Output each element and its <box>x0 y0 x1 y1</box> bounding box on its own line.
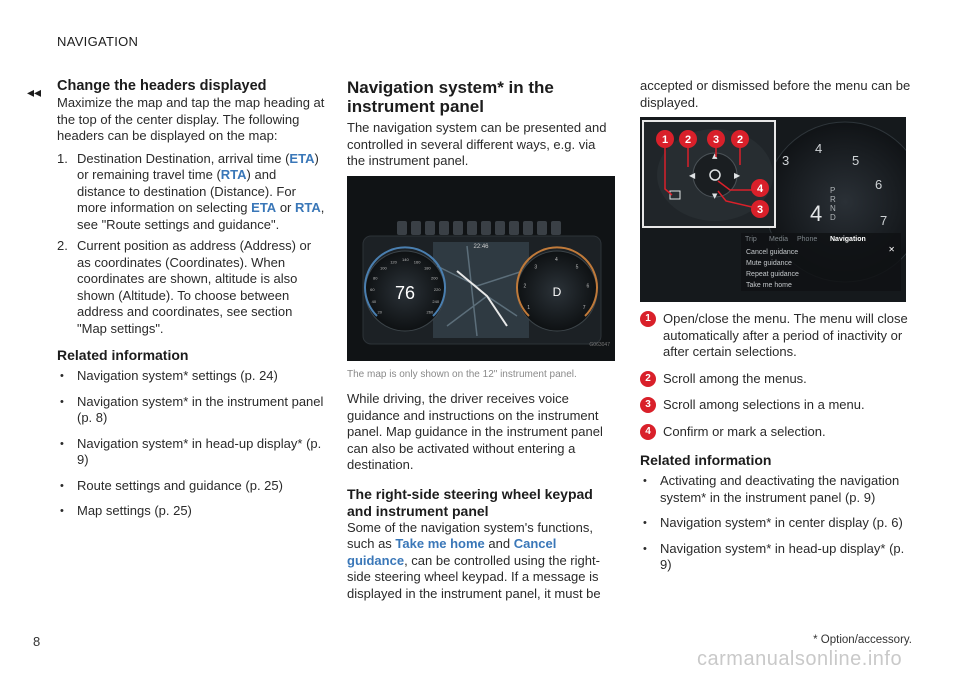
speed-tick-label: 260 <box>426 309 434 315</box>
related-link[interactable]: • Map settings (p. 25) <box>57 503 325 520</box>
steering-keypad-photo <box>640 117 906 302</box>
speed-tick-label: 160 <box>413 258 421 264</box>
column-1 <box>57 78 325 529</box>
clock-readout: 22:46 <box>473 243 489 250</box>
speed-tick-label: 100 <box>380 265 387 271</box>
callout-badge: 4 <box>640 424 656 440</box>
subheading: The right-side steering wheel keypad and instrument panel <box>347 485 593 519</box>
image-caption: The map is only shown on the 12" instrument panel. <box>347 368 577 380</box>
rpm-tick-label: 3 <box>534 264 538 270</box>
callout-badge: 2 <box>640 371 656 387</box>
speed-tick-label: 200 <box>431 275 438 280</box>
rpm-tick-label: 3 <box>782 153 790 168</box>
rpm-tick-label: 7 <box>582 304 586 311</box>
callout-list <box>640 311 912 440</box>
section-title: Navigation system* in the instrument panel <box>347 78 554 116</box>
callout-item: 2 Scroll among the menus. <box>640 371 912 388</box>
related-title: Related information <box>640 452 772 468</box>
callout-marker-label: 1 <box>661 134 669 146</box>
related-list <box>640 473 912 574</box>
related-link[interactable]: • Navigation system* in center display (p. 6) <box>640 515 912 532</box>
gear-letter: N <box>830 204 836 213</box>
callout-badge: 1 <box>640 311 656 327</box>
intro-paragraph: Maximize the map and tap the map heading at the top of the center display. The following headers can be displayed on the map: <box>57 95 325 143</box>
svg-text:▲: ▲ <box>712 152 718 160</box>
header-options-list <box>57 151 325 338</box>
callout-marker-label: 3 <box>712 134 720 146</box>
menu-item: Cancel guidance <box>746 249 799 256</box>
section-title: Change the headers displayed <box>57 78 267 94</box>
gear-letter: R <box>830 195 836 204</box>
related-title: Related information <box>57 347 189 363</box>
gear-letter: P <box>830 186 836 195</box>
menu-item: Take me home <box>746 282 792 289</box>
rpm-tick-label: 6 <box>875 177 883 192</box>
speed-tick-label: 40 <box>371 298 377 304</box>
menu-tab: Phone <box>797 236 818 243</box>
instrument-panel-photo <box>347 176 615 361</box>
list-item: 1. Destination Destination, arrival time (ETA) or remaining travel time (RTA) and distance to destination (Distance). For more information on selecting ETA or RTA, see "Route settings and guidance". <box>57 150 325 232</box>
back-chevron-icon[interactable]: ◂◂ <box>27 84 42 100</box>
intro-paragraph: accepted or dismissed before the menu can be displayed. <box>640 78 911 110</box>
menu-item: Mute guidance <box>746 260 792 267</box>
intro-paragraph: The navigation system can be presented and controlled in several different ways, e.g. via the instrument panel. <box>347 120 607 168</box>
footnote: * Option/accessory. <box>813 634 912 646</box>
callout-item: 1 Open/close the menu. The menu will close automatically after a period of inactivity or after certain selections. <box>640 311 912 361</box>
svg-text:✕: ✕ <box>888 245 895 254</box>
body-paragraph: While driving, the driver receives voice guidance and instructions on the instrument panel. Map guidance in the instrument panel can also be activated without entering a destination. <box>347 391 603 472</box>
speed-tick-label: 220 <box>433 286 441 292</box>
keypad-illustration <box>640 117 906 302</box>
related-link[interactable]: • Navigation system* settings (p. 24) <box>57 368 325 385</box>
svg-text:▼: ▼ <box>712 192 718 200</box>
menu-item: Repeat guidance <box>746 271 799 278</box>
instrument-panel-illustration <box>347 176 615 361</box>
gear-letter: D <box>830 213 836 222</box>
rpm-tick-label: 6 <box>586 282 590 289</box>
rpm-tick-label: 2 <box>523 282 527 289</box>
rpm-tick-label: 4 <box>555 256 558 263</box>
page-number: 8 <box>33 634 41 649</box>
column-2 <box>347 78 615 602</box>
rpm-tick-label: 1 <box>527 304 531 311</box>
menu-tab: Trip <box>745 236 757 243</box>
related-link[interactable]: • Route settings and guidance (p. 25) <box>57 478 325 495</box>
watermark: carmanualsonline.info <box>697 648 903 670</box>
svg-text:▶: ▶ <box>734 171 741 180</box>
speed-tick-label: 80 <box>373 275 378 280</box>
related-link[interactable]: • Activating and deactivating the navigation system* in the instrument panel (p. 9) <box>640 473 912 506</box>
gear-digit: 4 <box>810 201 823 226</box>
rpm-tick-label: 4 <box>815 141 823 156</box>
menu-tab: Navigation <box>830 236 866 243</box>
callout-badge: 3 <box>640 397 656 413</box>
related-link[interactable]: • Navigation system* in head-up display* (p. 9) <box>57 436 325 469</box>
callout-marker-label: 4 <box>756 183 764 195</box>
gear-indicator: D <box>552 284 562 299</box>
speed-tick-label: 20 <box>377 309 382 315</box>
callout-marker-label: 2 <box>736 134 744 146</box>
rpm-tick-label: 7 <box>880 213 888 228</box>
callout-marker-label: 2 <box>684 134 692 146</box>
related-link[interactable]: • Navigation system* in head-up display* (p. 9) <box>640 541 912 574</box>
speed-tick-label: 180 <box>424 265 431 271</box>
column-3 <box>640 78 912 583</box>
svg-text:◀: ◀ <box>689 171 696 180</box>
body-paragraph: Some of the navigation system's functions, such as Take me home and Cancel guidance, can be controlled using the right-side steering wheel keypad. If a message is displayed in the instrument panel, it must be <box>347 519 601 601</box>
image-code: G063047 <box>589 341 610 348</box>
speed-tick-label: 240 <box>432 298 440 304</box>
speed-value: 76 <box>394 282 416 303</box>
callout-item: 4 Confirm or mark a selection. <box>640 424 912 441</box>
speed-tick-label: 140 <box>402 256 409 262</box>
menu-tab: Media <box>769 236 789 243</box>
callout-marker-label: 3 <box>756 204 764 216</box>
rpm-tick-label: 5 <box>575 264 579 270</box>
related-link[interactable]: • Navigation system* in the instrument panel (p. 8) <box>57 394 325 427</box>
list-item: 2. Current position as address (Address) or as coordinates (Coordinates). When coordinates are shown, altitude is also shown (Altitude). To choose between address and coordinates, see section "Map settings". <box>57 238 312 336</box>
rpm-tick-label: 5 <box>852 153 860 168</box>
callout-item: 3 Scroll among selections in a menu. <box>640 397 912 414</box>
section-header: NAVIGATION <box>57 34 139 49</box>
speed-tick-label: 120 <box>390 258 397 264</box>
related-list <box>57 368 325 520</box>
speed-tick-label: 60 <box>370 286 375 292</box>
